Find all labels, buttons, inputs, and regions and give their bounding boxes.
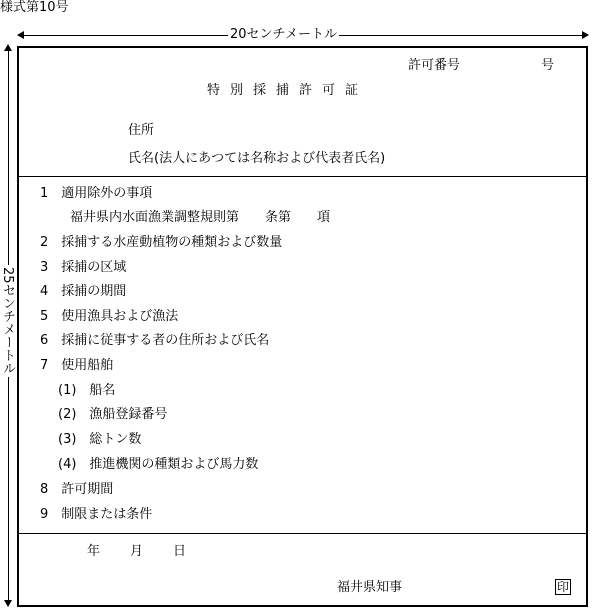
seal-stamp: 印 bbox=[556, 580, 569, 594]
form-number-label: 様式第10号 bbox=[0, 0, 69, 15]
item-4: 4 採捕の期間 bbox=[40, 284, 127, 299]
item-1-regulation: 福井県内水面漁業調整規則第 条第 項 bbox=[70, 210, 331, 225]
arrow-right-icon bbox=[582, 31, 589, 39]
name-label: 氏名(法人にあつては名称および代表者氏名) bbox=[128, 151, 386, 166]
item-5: 5 使用漁具および漁法 bbox=[40, 309, 179, 324]
header-divider bbox=[17, 176, 588, 177]
document-title: 特別採捕許可証 bbox=[207, 83, 369, 98]
item-7-4: (4) 推進機関の種類および馬力数 bbox=[58, 457, 259, 472]
item-7-3: (3) 総トン数 bbox=[58, 432, 142, 447]
item-8: 8 許可期間 bbox=[40, 482, 114, 497]
height-dimension-label: 25センチメートル bbox=[0, 267, 15, 375]
arrow-down-icon bbox=[4, 600, 12, 607]
date-month: 月 bbox=[130, 544, 144, 559]
permit-number-label: 許可番号 bbox=[408, 58, 461, 73]
permit-number-suffix: 号 bbox=[541, 58, 555, 73]
item-7-1: (1) 船名 bbox=[58, 383, 116, 398]
item-3: 3 採捕の区域 bbox=[40, 260, 127, 275]
item-2: 2 採捕する水産動植物の種類および数量 bbox=[40, 235, 283, 250]
date-day: 日 bbox=[173, 544, 187, 559]
item-7-2: (2) 漁船登録番号 bbox=[58, 407, 168, 422]
arrow-left-icon bbox=[17, 31, 24, 39]
item-9: 9 制限または条件 bbox=[40, 507, 153, 522]
width-dimension-label: 20センチメートル bbox=[230, 27, 338, 42]
item-1: 1 適用除外の事項 bbox=[40, 186, 153, 201]
item-7: 7 使用船舶 bbox=[40, 358, 114, 373]
permit-form-frame bbox=[17, 46, 588, 607]
date-year: 年 bbox=[87, 544, 101, 559]
arrow-up-icon bbox=[4, 44, 12, 51]
item-6: 6 採捕に従事する者の住所および氏名 bbox=[40, 333, 270, 348]
footer-divider bbox=[17, 533, 588, 534]
address-label: 住所 bbox=[128, 123, 155, 138]
issuer-name: 福井県知事 bbox=[337, 580, 403, 595]
